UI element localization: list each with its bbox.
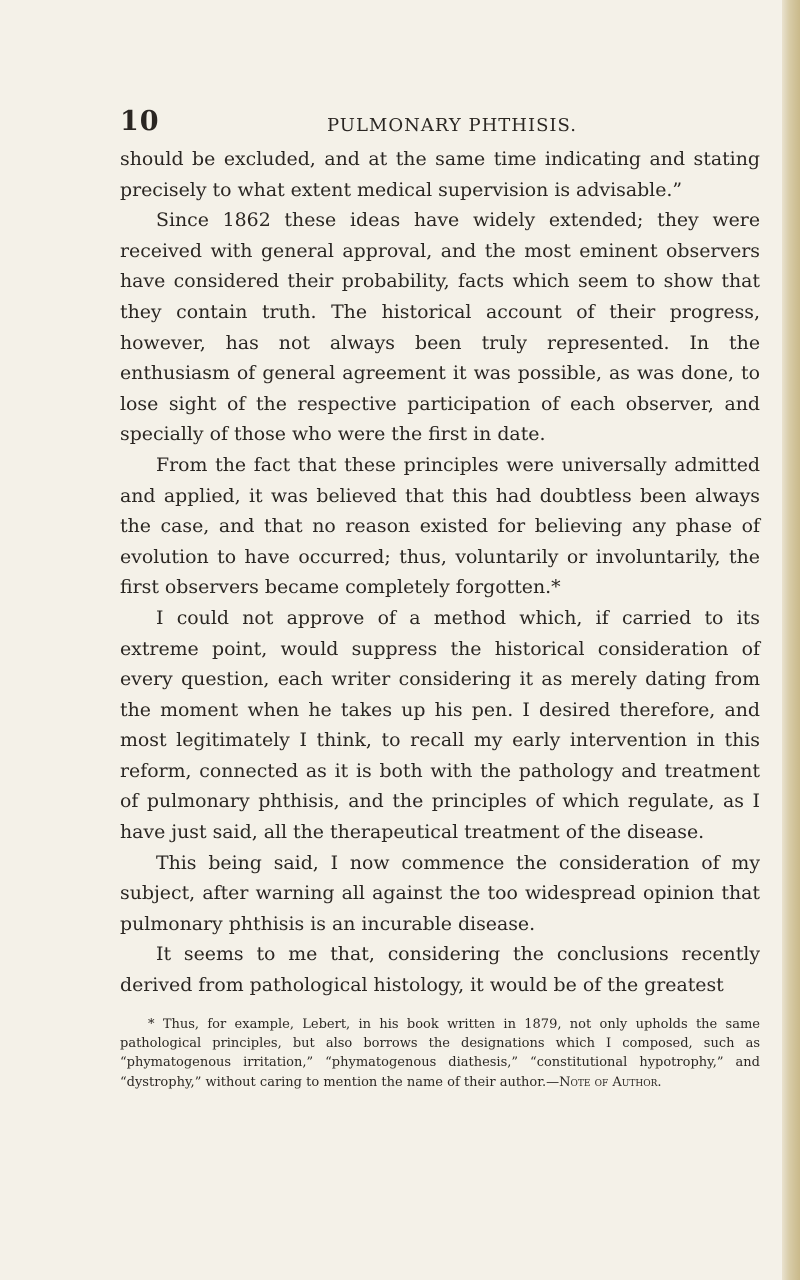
paragraph: This being said, I now commence the consideration of my subject, after warning all against the too widespread opinion that pulmonary phthisis is an incurable disease.	[120, 851, 760, 935]
paragraph: I could not approve of a method which, if carried to its extreme point, would suppress the historical consideration of every question, each writer considering it as merely dating from the moment when he takes up his pen. I desired therefore, and most legitimately I think, to recall my early intervention in this reform, connected as it is both with the pathology and treatment of pulmonary phthisis, and the principles of which regulate, as I have just said, all the therapeutical treatment of the disease.	[120, 606, 760, 844]
running-title: PULMONARY PHTHISIS.	[327, 115, 577, 136]
footnote	[120, 1015, 760, 1093]
page-edge	[782, 0, 800, 1280]
page-header	[120, 100, 760, 140]
page-number: 10	[120, 106, 160, 137]
footnote-attribution: Note of Author.	[559, 1074, 662, 1090]
body-text	[120, 144, 760, 1001]
book-page	[120, 100, 760, 1092]
paragraph: Since 1862 these ideas have widely extended; they were received with general approval, and the most eminent observers have considered their probability, facts which seem to show that they contain truth. The historical account of their progress, however, has not always been truly represented. In the enthusiasm of general agreement it was possible, as was done, to lose sight of the respective participation of each observer, and specially of those who were the first in date.	[120, 209, 760, 446]
footnote-body: * Thus, for example, Lebert, in his book written in 1879, not only upholds the same pathological principles, but also borrows the designations which I composed, such as “phymatogenous irritation,” “phymatogenous diathesis,” “constitutional hypotrophy,” and “dystrophy,” without caring to mention the name of their author.—	[120, 1016, 760, 1090]
paragraph-continuation: should be excluded, and at the same time indicating and stating precisely to what extent medical supervision is advisable.”	[120, 148, 760, 201]
paragraph: It seems to me that, considering the conclusions recently derived from pathological histology, it would be of the greatest	[120, 943, 760, 997]
paragraph: From the fact that these principles were universally admitted and applied, it was believed that this had doubtless been always the case, and that no reason existed for believing any phase of evolution to have occurred; thus, voluntarily or involuntarily, the first observers became completely forgotten.*	[120, 453, 760, 599]
footnote-text	[120, 1015, 760, 1093]
